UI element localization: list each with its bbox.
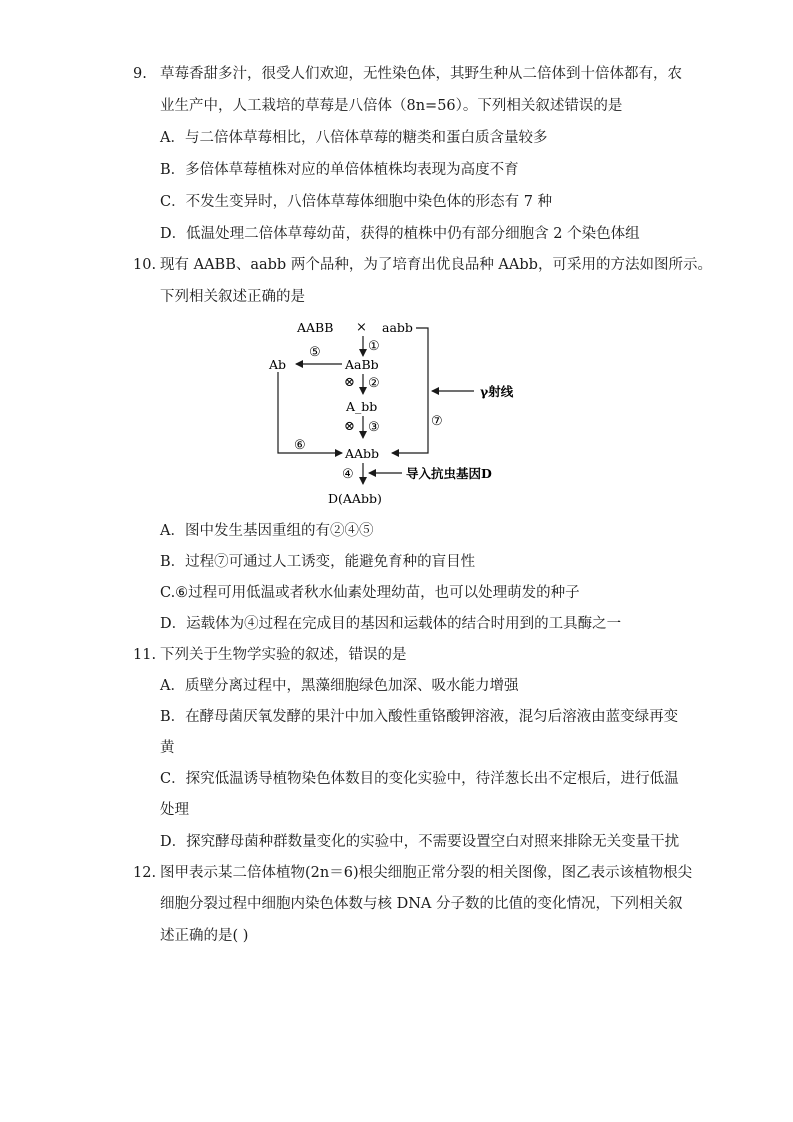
breeding-diagram	[260, 312, 520, 512]
step4-label: ④	[342, 467, 354, 482]
q10-option-d: D．运载体为④过程在完成目的基因和运载体的结合时用到的工具酶之一	[160, 616, 622, 632]
gamma-ray-label: γ射线	[480, 384, 514, 399]
gene-insert-label: 导入抗虫基因D	[406, 466, 492, 481]
f2-label: A_bb	[346, 399, 378, 414]
step5-label: ⑤	[309, 345, 321, 360]
q11-number: 11.	[133, 647, 157, 663]
q12-stem-line-2: 细胞分裂过程中细胞内染色体数与核 DNA 分子数的比值的变化情况，下列相关叙	[160, 896, 683, 912]
self-symbol-2: ⊗	[344, 375, 355, 390]
final-label: D(AAbb)	[328, 491, 382, 506]
q9-number: 9.	[133, 66, 147, 82]
q11-option-c-cont: 处理	[160, 802, 189, 818]
parent2-label: aabb	[382, 320, 413, 335]
arrow-step7	[392, 328, 428, 453]
q11-option-b: B．在酵母菌厌氧发酵的果汁中加入酸性重铬酸钾溶液，混匀后溶液由蓝变绿再变	[160, 709, 679, 725]
step2-label: ②	[368, 376, 380, 391]
q11-option-d: D．探究酵母菌种群数量变化的实验中，不需要设置空白对照来排除无关变量干扰	[160, 834, 680, 850]
q10-option-a: A．图中发生基因重组的有②④⑤	[160, 523, 374, 539]
q11-option-a: A．质壁分离过程中，黑藻细胞绿色加深、吸水能力增强	[160, 678, 519, 694]
q11-stem-line-1: 下列关于生物学实验的叙述，错误的是	[160, 647, 407, 663]
parent1-label: AABB	[297, 320, 334, 335]
q9-option-d: D．低温处理二倍体草莓幼苗，获得的植株中仍有部分细胞含 2 个染色体组	[160, 226, 640, 242]
arrow-step6	[278, 372, 342, 453]
f1-label: AaBb	[345, 357, 379, 372]
target-label: AAbb	[345, 446, 380, 461]
q10-stem-line-2: 下列相关叙述正确的是	[160, 289, 305, 305]
q12-stem-line-3: 述正确的是( )	[160, 928, 249, 944]
q12-number: 12.	[133, 865, 157, 881]
q9-option-a: A．与二倍体草莓相比，八倍体草莓的糖类和蛋白质含量较多	[160, 130, 548, 146]
q9-option-c: C．不发生变异时，八倍体草莓体细胞中染色体的形态有 7 种	[160, 194, 553, 210]
step6-label: ⑥	[294, 438, 306, 453]
step3-label: ③	[368, 420, 380, 435]
q10-option-c: C.⑥过程可用低温或者秋水仙素处理幼苗，也可以处理萌发的种子	[160, 585, 580, 601]
q10-stem-line-1: 现有 AABB、aabb 两个品种，为了培育出优良品种 AAbb，可采用的方法如图所示。	[160, 257, 712, 273]
self-symbol-3: ⊗	[344, 419, 355, 434]
q10-option-b: B．过程⑦可通过人工诱变，能避免育种的盲目性	[160, 554, 476, 570]
cross-symbol: ×	[356, 320, 367, 335]
q9-stem-line-2: 业生产中，人工栽培的草莓是八倍体（8n=56）。下列相关叙述错误的是	[160, 98, 623, 114]
step7-label: ⑦	[431, 414, 443, 429]
q10-number: 10.	[133, 257, 157, 273]
q11-option-c: C．探究低温诱导植物染色体数目的变化实验中，待洋葱长出不定根后，进行低温	[160, 771, 679, 787]
haploid-label: Ab	[269, 357, 287, 372]
step1-label: ①	[368, 339, 380, 354]
q12-stem-line-1: 图甲表示某二倍体植物(2n＝6)根尖细胞正常分裂的相关图像，图乙表示该植物根尖	[160, 865, 693, 881]
q9-option-b: B．多倍体草莓植株对应的单倍体植株均表现为高度不育	[160, 162, 519, 178]
q11-option-b-cont: 黄	[160, 740, 175, 756]
q9-stem-line-1: 草莓香甜多汁，很受人们欢迎，无性染色体，其野生种从二倍体到十倍体都有，农	[160, 66, 682, 82]
